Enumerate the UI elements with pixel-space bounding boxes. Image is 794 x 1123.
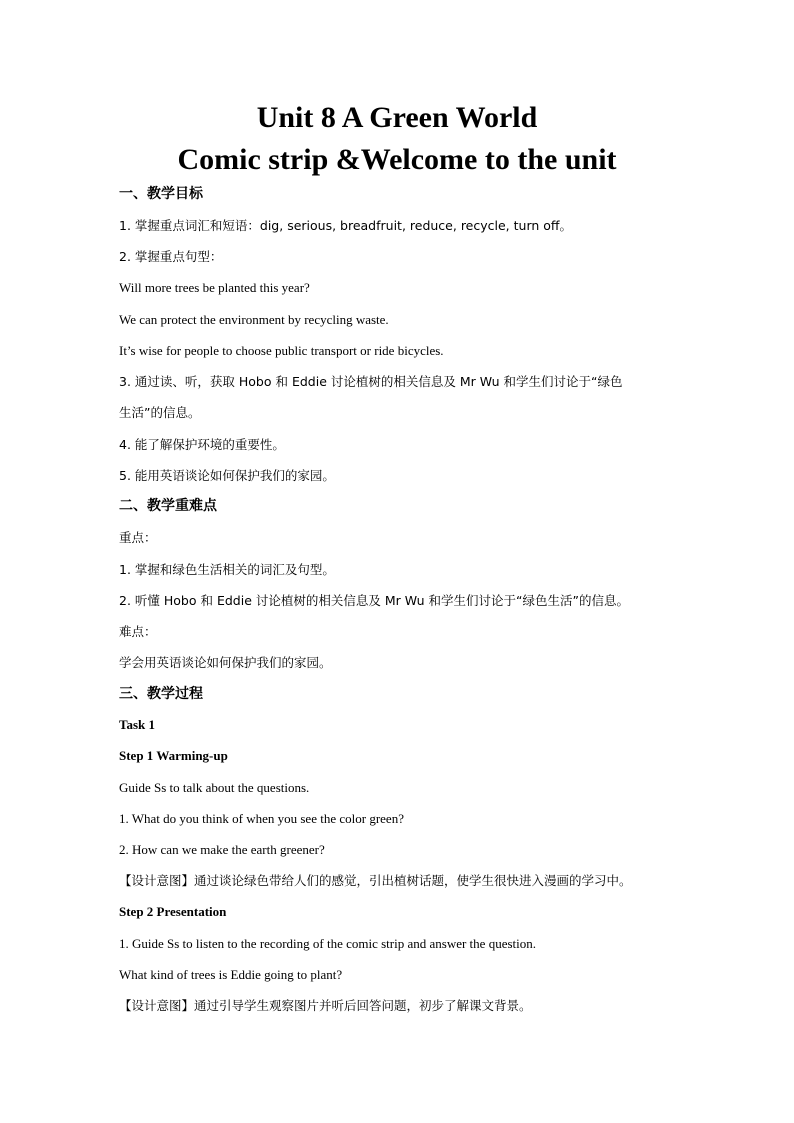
question-item: What kind of trees is Eddie going to plant? [119, 967, 343, 982]
objective-item: 4. 能了解保护环境的重要性。 [119, 437, 285, 452]
task-heading: Task 1 [119, 717, 156, 732]
objective-item: 1. 掌握重点词汇和短语：dig, serious, breadfruit, reduce, recycle, turn off。 [119, 218, 573, 233]
key-point-item: 2. 听懂 Hobo 和 Eddie 讨论植树的相关信息及 Mr Wu 和学生们讨论于“绿色生活”的信息。 [119, 593, 629, 608]
objective-item: 5. 能用英语谈论如何保护我们的家园。 [119, 468, 335, 483]
design-intent: 【设计意图】通过引导学生观察图片并听后回答问题，初步了解课文背景。 [119, 998, 532, 1013]
document-title-unit: Unit 8 A Green World [256, 101, 538, 134]
key-points-label: 重点： [119, 530, 157, 545]
objective-item: 2. 掌握重点句型： [119, 249, 223, 264]
question-item: 1. What do you think of when you see the color green? [119, 811, 404, 826]
key-sentence: Will more trees be planted this year? [119, 280, 310, 295]
step-instruction: Guide Ss to talk about the questions. [119, 780, 310, 795]
key-point-item: 1. 掌握和绿色生活相关的词汇及句型。 [119, 562, 335, 577]
section-heading-procedure: 三、教学过程 [119, 686, 203, 702]
question-item: 2. How can we make the earth greener? [119, 842, 325, 857]
step-instruction: 1. Guide Ss to listen to the recording of the comic strip and answer the question. [119, 936, 536, 951]
step-heading: Step 1 Warming-up [119, 748, 228, 763]
section-heading-objectives: 一、教学目标 [119, 186, 203, 202]
difficult-point-item: 学会用英语谈论如何保护我们的家园。 [119, 655, 332, 670]
key-sentence: We can protect the environment by recycling waste. [119, 312, 389, 327]
document-title-lesson: Comic strip &Welcome to the unit [177, 143, 617, 176]
design-intent: 【设计意图】通过谈论绿色带给人们的感觉，引出植树话题，使学生很快进入漫画的学习中。 [119, 873, 632, 888]
section-heading-key-points: 二、教学重难点 [119, 498, 217, 514]
key-sentence: It’s wise for people to choose public transport or ride bicycles. [119, 343, 444, 358]
objective-item-continued: 生活”的信息。 [119, 405, 201, 420]
step-heading: Step 2 Presentation [119, 904, 227, 919]
objective-item: 3. 通过读、听，获取 Hobo 和 Eddie 讨论植树的相关信息及 Mr Wu 和学生们讨论于“绿色 [119, 374, 623, 389]
difficult-points-label: 难点： [119, 624, 157, 639]
